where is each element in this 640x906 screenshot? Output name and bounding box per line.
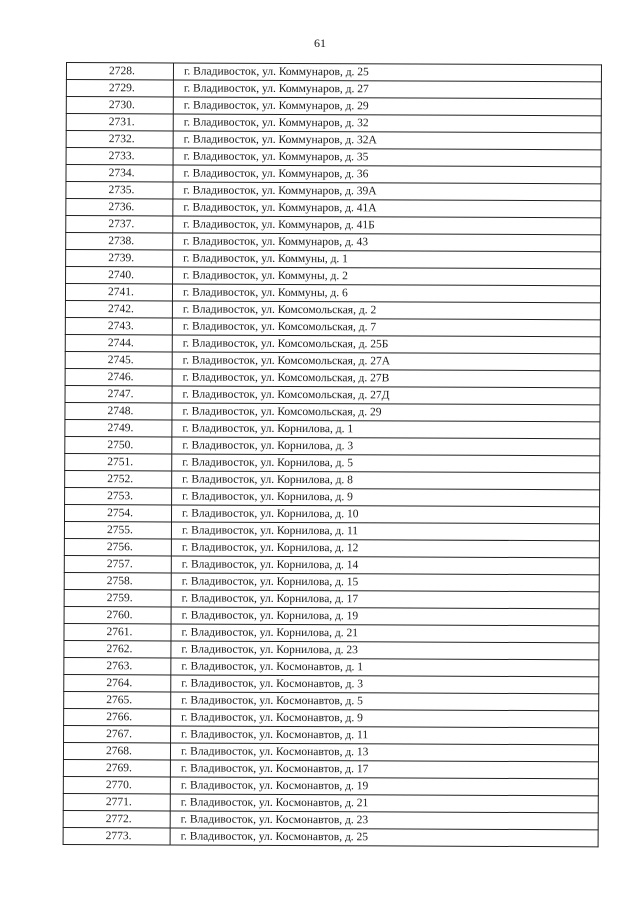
address-cell: г. Владивосток, ул. Корнилова, д. 17 — [171, 590, 599, 609]
address-cell: г. Владивосток, ул. Коммунаров, д. 39А — [173, 182, 601, 201]
address-cell: г. Владивосток, ул. Корнилова, д. 15 — [171, 573, 599, 592]
row-number-cell: 2753. — [65, 487, 172, 504]
address-cell: г. Владивосток, ул. Корнилова, д. 9 — [172, 488, 600, 507]
address-cell: г. Владивосток, ул. Корнилова, д. 8 — [172, 471, 600, 490]
row-number-cell: 2761. — [64, 623, 171, 640]
address-cell: г. Владивосток, ул. Коммуны, д. 1 — [173, 250, 601, 269]
row-number-cell: 2768. — [63, 742, 170, 759]
address-cell: г. Владивосток, ул. Коммунаров, д. 32А — [173, 131, 601, 150]
row-number-cell: 2769. — [63, 759, 170, 776]
row-number-cell: 2738. — [66, 233, 173, 250]
row-number-cell: 2770. — [63, 776, 170, 793]
row-number-cell: 2749. — [65, 419, 172, 436]
row-number-cell: 2747. — [65, 385, 172, 402]
address-cell: г. Владивосток, ул. Космонавтов, д. 11 — [171, 726, 599, 745]
address-cell: г. Владивосток, ул. Коммунаров, д. 43 — [173, 233, 601, 252]
row-number-cell: 2754. — [64, 504, 171, 521]
address-cell: г. Владивосток, ул. Космонавтов, д. 25 — [170, 828, 598, 847]
row-number-cell: 2752. — [65, 470, 172, 487]
address-cell: г. Владивосток, ул. Корнилова, д. 23 — [171, 641, 599, 660]
row-number-cell: 2756. — [64, 538, 171, 555]
address-cell: г. Владивосток, ул. Космонавтов, д. 21 — [170, 794, 598, 813]
row-number-cell: 2741. — [65, 284, 172, 301]
row-number-cell: 2765. — [64, 691, 171, 708]
row-number-cell: 2735. — [66, 182, 173, 199]
row-number-cell: 2773. — [63, 827, 170, 844]
address-cell: г. Владивосток, ул. Космонавтов, д. 23 — [170, 811, 598, 830]
address-cell: г. Владивосток, ул. Коммунаров, д. 35 — [173, 148, 601, 167]
address-cell: г. Владивосток, ул. Корнилова, д. 1 — [172, 420, 600, 439]
row-number-cell: 2748. — [65, 402, 172, 419]
address-cell: г. Владивосток, ул. Космонавтов, д. 9 — [171, 709, 599, 728]
address-cell: г. Владивосток, ул. Коммунаров, д. 41А — [173, 199, 601, 218]
address-cell: г. Владивосток, ул. Космонавтов, д. 1 — [171, 658, 599, 677]
row-number-cell: 2732. — [66, 131, 173, 148]
row-number-cell: 2767. — [64, 725, 171, 742]
address-cell: г. Владивосток, ул. Коммуны, д. 2 — [173, 267, 601, 286]
row-number-cell: 2736. — [66, 199, 173, 216]
address-cell: г. Владивосток, ул. Корнилова, д. 11 — [171, 522, 599, 541]
row-number-cell: 2759. — [64, 589, 171, 606]
address-cell: г. Владивосток, ул. Космонавтов, д. 13 — [170, 743, 598, 762]
row-number-cell: 2728. — [66, 63, 173, 80]
address-cell: г. Владивосток, ул. Комсомольская, д. 2 — [172, 301, 600, 320]
page-number: 61 — [314, 36, 326, 50]
row-number-cell: 2758. — [64, 572, 171, 589]
address-cell: г. Владивосток, ул. Корнилова, д. 21 — [171, 624, 599, 643]
row-number-cell: 2740. — [66, 267, 173, 284]
address-cell: г. Владивосток, ул. Корнилова, д. 12 — [171, 539, 599, 558]
row-number-cell: 2757. — [64, 555, 171, 572]
address-cell: г. Владивосток, ул. Корнилова, д. 5 — [172, 454, 600, 473]
row-number-cell: 2733. — [66, 148, 173, 165]
address-cell: г. Владивосток, ул. Комсомольская, д. 27А — [172, 352, 600, 371]
row-number-cell: 2762. — [64, 640, 171, 657]
row-number-cell: 2743. — [65, 317, 172, 334]
row-number-cell: 2771. — [63, 793, 170, 810]
address-cell: г. Владивосток, ул. Космонавтов, д. 5 — [171, 692, 599, 711]
row-number-cell: 2755. — [64, 521, 171, 538]
address-cell: г. Владивосток, ул. Корнилова, д. 19 — [171, 607, 599, 626]
address-cell: г. Владивосток, ул. Корнилова, д. 14 — [171, 556, 599, 575]
address-cell: г. Владивосток, ул. Космонавтов, д. 19 — [170, 777, 598, 796]
row-number-cell: 2737. — [66, 216, 173, 233]
address-cell: г. Владивосток, ул. Корнилова, д. 3 — [172, 437, 600, 456]
row-number-cell: 2742. — [65, 300, 172, 317]
row-number-cell: 2734. — [66, 165, 173, 182]
row-number-cell: 2764. — [64, 674, 171, 691]
row-number-cell: 2746. — [65, 368, 172, 385]
table-row — [63, 827, 598, 846]
address-cell: г. Владивосток, ул. Коммунаров, д. 36 — [173, 165, 601, 184]
address-table-body — [63, 63, 601, 847]
row-number-cell: 2745. — [65, 351, 172, 368]
row-number-cell: 2731. — [66, 114, 173, 131]
address-cell: г. Владивосток, ул. Комсомольская, д. 29 — [172, 403, 600, 422]
address-cell: г. Владивосток, ул. Комсомольская, д. 27В — [172, 369, 600, 388]
row-number-cell: 2772. — [63, 810, 170, 827]
address-cell: г. Владивосток, ул. Комсомольская, д. 27Д — [172, 386, 600, 405]
row-number-cell: 2744. — [65, 334, 172, 351]
address-cell: г. Владивосток, ул. Комсомольская, д. 25Б — [172, 335, 600, 354]
address-cell: г. Владивосток, ул. Коммуны, д. 6 — [172, 284, 600, 303]
row-number-cell: 2751. — [65, 453, 172, 470]
address-cell: г. Владивосток, ул. Коммунаров, д. 41Б — [173, 216, 601, 235]
address-cell: г. Владивосток, ул. Коммунаров, д. 29 — [173, 97, 601, 116]
row-number-cell: 2739. — [66, 250, 173, 267]
row-number-cell: 2730. — [66, 97, 173, 114]
row-number-cell: 2750. — [65, 436, 172, 453]
address-cell: г. Владивосток, ул. Космонавтов, д. 17 — [170, 760, 598, 779]
address-table — [63, 62, 602, 847]
address-cell: г. Владивосток, ул. Коммунаров, д. 32 — [173, 114, 601, 133]
address-cell: г. Владивосток, ул. Корнилова, д. 10 — [171, 505, 599, 524]
address-cell: г. Владивосток, ул. Коммунаров, д. 25 — [173, 63, 601, 82]
row-number-cell: 2729. — [66, 80, 173, 97]
row-number-cell: 2766. — [64, 708, 171, 725]
row-number-cell: 2760. — [64, 606, 171, 623]
address-cell: г. Владивосток, ул. Комсомольская, д. 7 — [172, 318, 600, 337]
row-number-cell: 2763. — [64, 657, 171, 674]
address-cell: г. Владивосток, ул. Коммунаров, д. 27 — [173, 80, 601, 99]
address-cell: г. Владивосток, ул. Космонавтов, д. 3 — [171, 675, 599, 694]
